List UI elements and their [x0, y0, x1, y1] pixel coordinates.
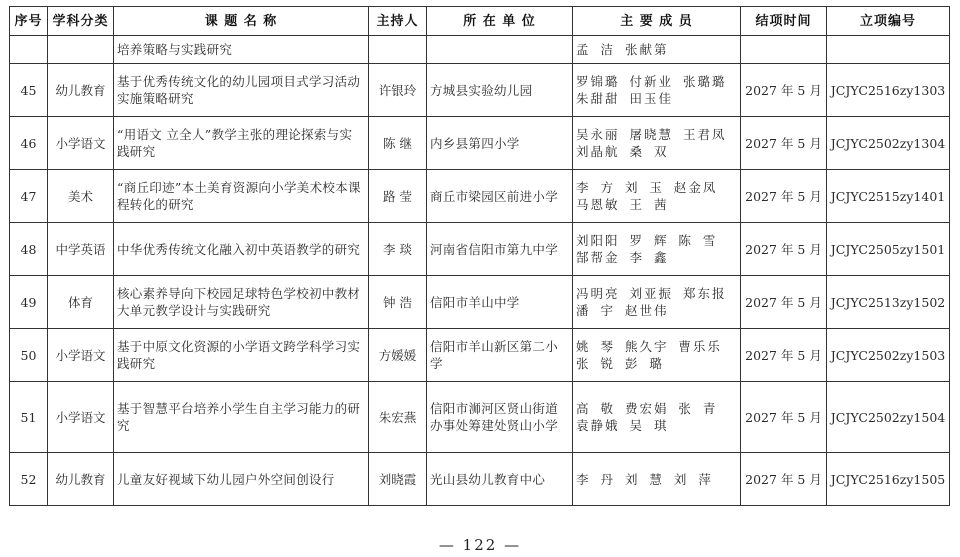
cell-code: JCJYC2502zy1304: [827, 117, 950, 170]
table-row: [10, 117, 950, 170]
cell-no: 51: [10, 382, 48, 453]
cell-unit: 河南省信阳市第九中学: [427, 223, 573, 276]
cell-title: 儿童友好视域下幼儿园户外空间创设行: [114, 453, 369, 506]
cell-title: 基于中原文化资源的小学语文跨学科学习实践研究: [114, 329, 369, 382]
cell-code: JCJYC2516zy1505: [827, 453, 950, 506]
cell-title: 核心素养导向下校园足球特色学校初中教材大单元教学设计与实践研究: [114, 276, 369, 329]
cell-subject: 幼儿教育: [48, 64, 114, 117]
table-row: [10, 64, 950, 117]
cell-title: “商丘印迹”本土美育资源向小学美术校本课程转化的研究: [114, 170, 369, 223]
cell-unit: 信阳市羊山中学: [427, 276, 573, 329]
header-code: 立项编号: [827, 7, 950, 36]
table-row: [10, 382, 950, 453]
cell-date: 2027 年 5 月: [741, 382, 827, 453]
header-no: 序号: [10, 7, 48, 36]
cell-no: 45: [10, 64, 48, 117]
cell-title: 基于智慧平台培养小学生自主学习能力的研究: [114, 382, 369, 453]
cell-date: 2027 年 5 月: [741, 453, 827, 506]
cell-title: 培养策略与实践研究: [114, 36, 369, 64]
cell-unit: 内乡县第四小学: [427, 117, 573, 170]
cell-subject: 美术: [48, 170, 114, 223]
cell-date: 2027 年 5 月: [741, 223, 827, 276]
cell-code: JCJYC2513zy1502: [827, 276, 950, 329]
cell-code: JCJYC2515zy1401: [827, 170, 950, 223]
cell-unit: 方城县实验幼儿园: [427, 64, 573, 117]
cell-host: [369, 36, 427, 64]
cell-members: 冯明亮 刘亚振 郑东报 潘 宇 赵世伟: [573, 276, 741, 329]
cell-host: 李 琰: [369, 223, 427, 276]
cell-date: 2027 年 5 月: [741, 117, 827, 170]
cell-code: JCJYC2516zy1303: [827, 64, 950, 117]
cell-members: 刘阳阳 罗 辉 陈 雪 郜帮金 李 鑫: [573, 223, 741, 276]
header-members: 主 要 成 员: [573, 7, 741, 36]
cell-code: JCJYC2505zy1501: [827, 223, 950, 276]
cell-host: 朱宏燕: [369, 382, 427, 453]
cell-no: 50: [10, 329, 48, 382]
cell-host: 钟 浩: [369, 276, 427, 329]
cell-title: “用语文 立全人”教学主张的理论探索与实践研究: [114, 117, 369, 170]
cell-no: 52: [10, 453, 48, 506]
table-row: [10, 170, 950, 223]
cell-subject: 体育: [48, 276, 114, 329]
cell-members: 孟 洁 张献第: [573, 36, 741, 64]
header-title: 课 题 名 称: [114, 7, 369, 36]
cell-members: 高 敬 费宏娟 张 青 袁静娥 吴 琪: [573, 382, 741, 453]
cell-unit: 信阳市浉河区贤山街道办事处筹建处贤山小学: [427, 382, 573, 453]
cell-no: 47: [10, 170, 48, 223]
cell-subject: 小学语文: [48, 382, 114, 453]
cell-unit: 商丘市梁园区前进小学: [427, 170, 573, 223]
cell-no: 49: [10, 276, 48, 329]
header-host: 主持人: [369, 7, 427, 36]
cell-no: 46: [10, 117, 48, 170]
cell-members: 罗锦璐 付新业 张璐璐 朱甜甜 田玉佳: [573, 64, 741, 117]
cell-members: 李 丹 刘 慧 刘 萍: [573, 453, 741, 506]
cell-title: 基于优秀传统文化的幼儿园项目式学习活动实施策略研究: [114, 64, 369, 117]
cell-code: [827, 36, 950, 64]
cell-no: [10, 36, 48, 64]
cell-subject: 小学语文: [48, 329, 114, 382]
cell-unit: 信阳市羊山新区第二小学: [427, 329, 573, 382]
header-date: 结项时间: [741, 7, 827, 36]
cell-date: 2027 年 5 月: [741, 329, 827, 382]
cell-subject: [48, 36, 114, 64]
cell-host: 陈 继: [369, 117, 427, 170]
cell-title: 中华优秀传统文化融入初中英语教学的研究: [114, 223, 369, 276]
table-row: [10, 276, 950, 329]
table-row-continuation: [10, 36, 950, 64]
cell-subject: 幼儿教育: [48, 453, 114, 506]
project-table: [9, 6, 950, 506]
cell-no: 48: [10, 223, 48, 276]
cell-code: JCJYC2502zy1503: [827, 329, 950, 382]
cell-members: 吴永丽 屠晓慧 王君凤 刘晶航 桑 双: [573, 117, 741, 170]
cell-host: 路 莹: [369, 170, 427, 223]
cell-subject: 中学英语: [48, 223, 114, 276]
cell-members: 姚 琴 熊久宇 曹乐乐 张 锐 彭 璐: [573, 329, 741, 382]
header-row: [10, 7, 950, 36]
header-subject: 学科分类: [48, 7, 114, 36]
cell-unit: 光山县幼儿教育中心: [427, 453, 573, 506]
cell-members: 李 方 刘 玉 赵金凤 马恩敏 王 茜: [573, 170, 741, 223]
cell-date: 2027 年 5 月: [741, 64, 827, 117]
cell-host: 刘晓霞: [369, 453, 427, 506]
header-unit: 所 在 单 位: [427, 7, 573, 36]
cell-date: 2027 年 5 月: [741, 276, 827, 329]
cell-subject: 小学语文: [48, 117, 114, 170]
page-number: — 122 —: [438, 536, 522, 554]
cell-date: [741, 36, 827, 64]
cell-date: 2027 年 5 月: [741, 170, 827, 223]
cell-unit: [427, 36, 573, 64]
cell-host: 许银玲: [369, 64, 427, 117]
cell-code: JCJYC2502zy1504: [827, 382, 950, 453]
table-row: [10, 453, 950, 506]
table-row: [10, 223, 950, 276]
table-row: [10, 329, 950, 382]
cell-host: 方媛媛: [369, 329, 427, 382]
